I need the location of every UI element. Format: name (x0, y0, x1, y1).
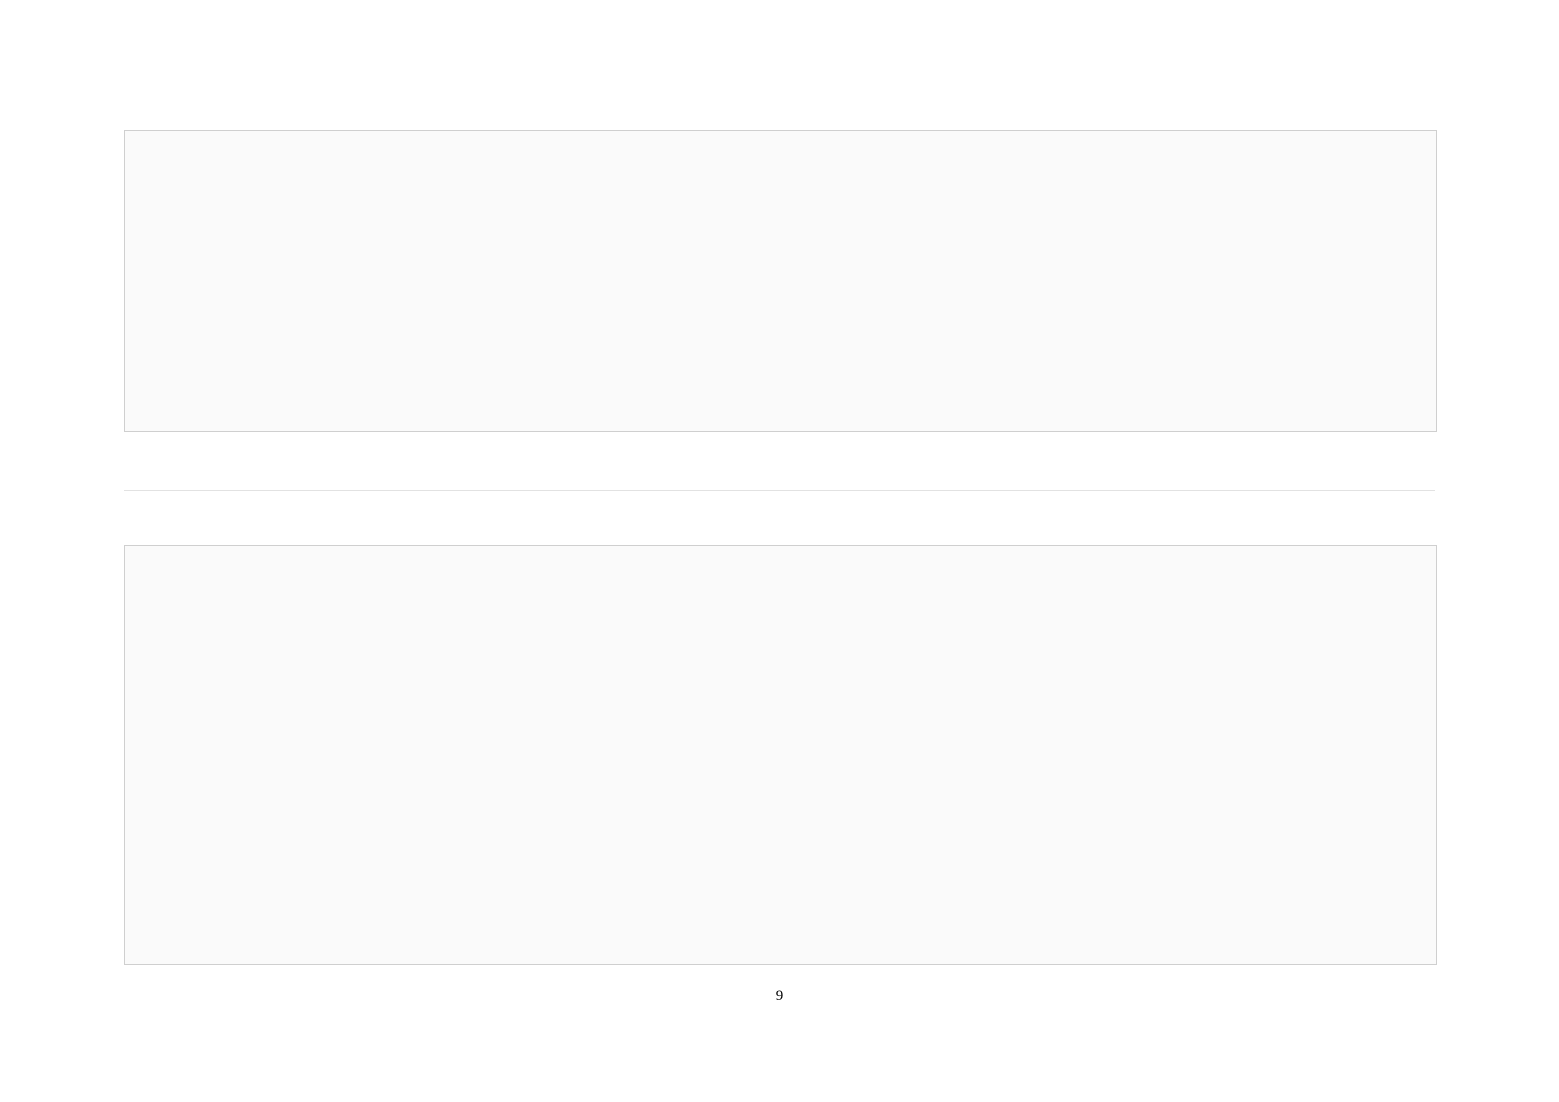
upper-content-area (124, 130, 1437, 432)
page-number: 9 (775, 988, 784, 1004)
lower-content-area (124, 545, 1437, 965)
section-divider (124, 490, 1435, 491)
